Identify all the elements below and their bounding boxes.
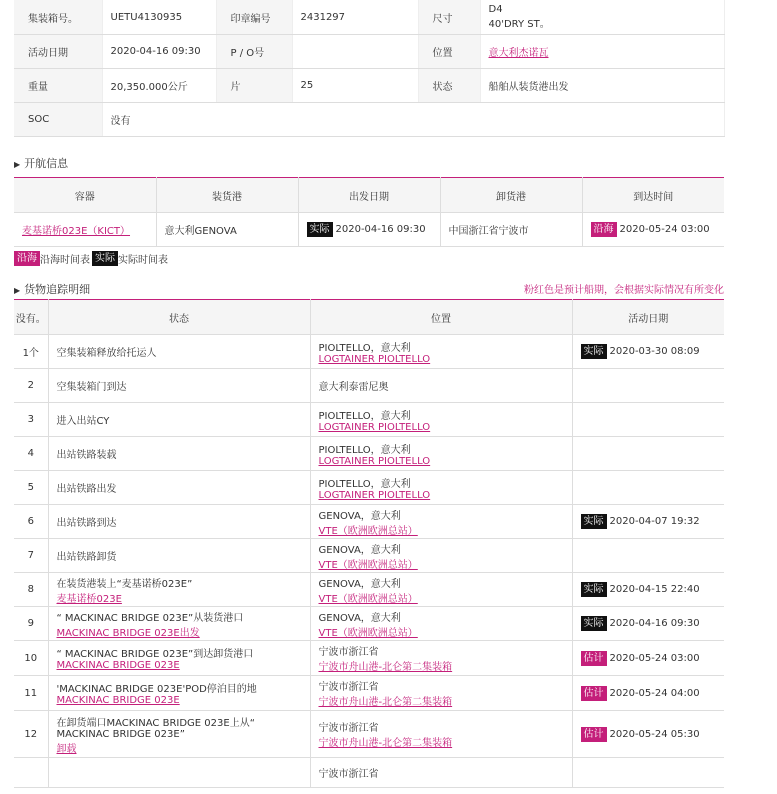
row-number <box>14 758 48 788</box>
table-row <box>14 641 724 676</box>
row-number: 3 <box>14 403 48 437</box>
event-location: 宁波市浙江省 <box>318 769 379 780</box>
terminal-link[interactable]: LOGTAINER PIOLTELLO <box>318 421 431 433</box>
status-cell <box>48 403 310 437</box>
tracking-table <box>14 299 724 788</box>
summary-label: 集装箱号。 <box>14 0 102 35</box>
status-cell <box>48 505 310 539</box>
date-cell <box>572 641 724 676</box>
summary-value: 20,350.000公斤 <box>102 69 216 103</box>
status-cell <box>48 369 310 403</box>
summary-label: SOC <box>14 103 102 137</box>
departure-cell <box>298 213 440 247</box>
location-cell <box>310 403 572 437</box>
event-status: 空集装箱释放给托运人 <box>56 348 157 359</box>
summary-label: 活动日期 <box>14 35 102 69</box>
summary-value: 没有 <box>102 103 724 137</box>
location-cell <box>310 505 572 539</box>
table-row <box>14 539 724 573</box>
date-cell <box>572 369 724 403</box>
row-number: 11 <box>14 676 48 711</box>
actual-badge: 实际 <box>581 514 607 529</box>
caret-right-icon: ▶ <box>14 286 21 295</box>
sailing-info-title: ▶ 开航信息 <box>14 157 69 170</box>
event-location: 意大利泰雷尼奥 <box>318 382 389 393</box>
terminal-link[interactable]: VTE（欧洲欧洲总站） <box>318 559 418 571</box>
event-location: 宁波市浙江省 <box>318 647 379 658</box>
terminal-link[interactable]: LOGTAINER PIOLTELLO <box>318 353 431 365</box>
status-cell <box>48 471 310 505</box>
estimated-badge: 估计 <box>581 651 607 666</box>
pol-cell: 意大利GENOVA <box>156 213 298 247</box>
terminal-link[interactable]: VTE（欧洲欧洲总站） <box>318 525 418 537</box>
terminal-link[interactable]: VTE（欧洲欧洲总站） <box>318 593 418 605</box>
location-cell <box>310 369 572 403</box>
date-cell <box>572 573 724 607</box>
column-header: 活动日期 <box>572 300 724 335</box>
row-number: 1个 <box>14 335 48 369</box>
column-header: 状态 <box>48 300 310 335</box>
terminal-link[interactable]: LOGTAINER PIOLTELLO <box>318 489 431 501</box>
date-cell <box>572 505 724 539</box>
location-cell <box>310 607 572 641</box>
event-date: 2020-03-30 08:09 <box>609 346 700 357</box>
summary-value[interactable] <box>480 35 724 69</box>
summary-value: 25 <box>292 69 418 103</box>
vessel-link[interactable]: MACKINAC BRIDGE 023E出发 <box>56 627 200 639</box>
summary-label: 状态 <box>418 69 480 103</box>
vessel-link[interactable]: 卸载 <box>56 743 77 755</box>
location-cell <box>310 539 572 573</box>
status-cell <box>48 335 310 369</box>
summary-value: 2020-04-16 09:30 <box>102 35 216 69</box>
summary-label: 印章编号 <box>216 0 292 35</box>
table-row <box>14 758 724 788</box>
date-cell <box>572 758 724 788</box>
coastal-legend-badge: 沿海 <box>14 251 40 266</box>
summary-label: 尺寸 <box>418 0 480 35</box>
event-location: 宁波市浙江省 <box>318 682 379 693</box>
actual-badge: 实际 <box>581 582 607 597</box>
date-cell <box>572 335 724 369</box>
event-status: “ MACKINAC BRIDGE 023E”从装货港口 <box>56 612 244 624</box>
row-number: 7 <box>14 539 48 573</box>
table-row <box>14 335 724 369</box>
container-summary-table <box>14 0 725 137</box>
event-date: 2020-05-24 05:30 <box>609 728 700 740</box>
actual-legend-badge: 实际 <box>92 251 118 266</box>
date-cell <box>572 676 724 711</box>
date-cell <box>572 471 724 505</box>
summary-label: 片 <box>216 69 292 103</box>
row-number: 4 <box>14 437 48 471</box>
location-cell <box>310 641 572 676</box>
row-number: 12 <box>14 711 48 758</box>
column-header: 装货港 <box>156 178 298 213</box>
event-status: 在卸货端口MACKINAC BRIDGE 023E上从“ MACKINAC BRIDGE 023E” <box>56 717 255 740</box>
status-cell <box>48 711 310 758</box>
estimated-badge: 估计 <box>581 686 607 701</box>
row-number: 8 <box>14 573 48 607</box>
column-header: 卸货港 <box>440 178 582 213</box>
event-location: 宁波市浙江省 <box>318 723 379 734</box>
event-status: “ MACKINAC BRIDGE 023E”到达卸货港口 <box>56 649 254 660</box>
column-header: 没有。 <box>14 300 48 335</box>
table-row <box>14 471 724 505</box>
date-cell <box>572 437 724 471</box>
summary-value <box>480 0 724 35</box>
departure-date: 2020-04-16 09:30 <box>335 224 426 235</box>
actual-badge: 实际 <box>581 344 607 359</box>
schedule-legend <box>14 247 724 269</box>
event-status: 在装货港装上“麦基诺桥023E” <box>56 578 193 590</box>
caret-right-icon: ▶ <box>14 160 21 169</box>
summary-value: 2431297 <box>292 0 418 35</box>
table-row <box>14 369 724 403</box>
event-status: 'MACKINAC BRIDGE 023E'POD停泊目的地 <box>56 684 257 695</box>
event-status: 进入出站CY <box>56 416 110 427</box>
column-header: 容器 <box>14 178 156 213</box>
column-header: 出发日期 <box>298 178 440 213</box>
location-cell <box>310 676 572 711</box>
event-location: PIOLTELLO，意大利 <box>318 478 411 490</box>
coastal-badge: 沿海 <box>591 222 617 237</box>
sailing-info-table <box>14 177 724 247</box>
vessel-cell[interactable] <box>14 213 156 247</box>
event-date: 2020-05-24 03:00 <box>609 652 700 664</box>
estimated-badge: 估计 <box>581 727 607 742</box>
event-status: 空集装箱门到达 <box>56 382 127 393</box>
size-code: D4 <box>488 4 503 15</box>
status-cell <box>48 607 310 641</box>
terminal-link[interactable]: 宁波市舟山港-北仑第二集装箱 <box>318 697 453 708</box>
row-number: 10 <box>14 641 48 676</box>
terminal-link[interactable]: 宁波市舟山港-北仑第二集装箱 <box>318 738 453 749</box>
event-location: GENOVA，意大利 <box>318 578 401 590</box>
location-cell <box>310 335 572 369</box>
summary-label: 重量 <box>14 69 102 103</box>
coastal-legend-text: 沿海时间表 <box>40 254 90 266</box>
actual-badge: 实际 <box>307 222 333 237</box>
location-link[interactable]: 意大利杰诺瓦 <box>488 48 549 59</box>
arrival-cell <box>582 213 724 247</box>
event-location: GENOVA，意大利 <box>318 544 401 556</box>
terminal-link[interactable]: LOGTAINER PIOLTELLO <box>318 455 431 467</box>
arrival-date: 2020-05-24 03:00 <box>619 224 710 235</box>
row-number: 9 <box>14 607 48 641</box>
status-cell <box>48 758 310 788</box>
date-cell <box>572 539 724 573</box>
status-cell <box>48 437 310 471</box>
event-location: PIOLTELLO，意大利 <box>318 444 411 456</box>
event-date: 2020-04-07 19:32 <box>609 516 700 527</box>
event-status: 出站铁路到达 <box>56 518 117 529</box>
location-cell <box>310 437 572 471</box>
terminal-link[interactable]: VTE（欧洲欧洲总站） <box>318 627 418 639</box>
table-row <box>14 403 724 437</box>
event-date: 2020-05-24 04:00 <box>609 687 700 699</box>
tracking-title: ▶ 货物追踪明细 <box>14 283 91 296</box>
terminal-link[interactable]: 宁波市舟山港-北仑第二集装箱 <box>318 662 453 673</box>
row-number: 6 <box>14 505 48 539</box>
actual-badge: 实际 <box>581 616 607 631</box>
event-location: GENOVA，意大利 <box>318 612 401 624</box>
event-status: 出站铁路装载 <box>56 450 117 461</box>
event-location: GENOVA，意大利 <box>318 510 401 522</box>
date-cell <box>572 711 724 758</box>
size-type: 40'DRY ST。 <box>488 19 550 30</box>
table-row <box>14 676 724 711</box>
status-cell <box>48 676 310 711</box>
date-cell <box>572 607 724 641</box>
location-cell <box>310 711 572 758</box>
summary-label: 位置 <box>418 35 480 69</box>
row-number: 5 <box>14 471 48 505</box>
event-status: 出站铁路出发 <box>56 484 117 495</box>
location-cell <box>310 471 572 505</box>
date-cell <box>572 403 724 437</box>
table-row <box>14 573 724 607</box>
row-number: 2 <box>14 369 48 403</box>
pod-cell: 中国浙江省宁波市 <box>440 213 582 247</box>
status-cell <box>48 573 310 607</box>
location-cell <box>310 573 572 607</box>
vessel-link[interactable]: 麦基诺桥023E <box>56 593 122 605</box>
vessel-link[interactable]: MACKINAC BRIDGE 023E <box>56 695 180 706</box>
event-status: 出站铁路卸货 <box>56 552 117 563</box>
page-content <box>14 0 724 788</box>
table-row <box>14 505 724 539</box>
summary-label: P / O号 <box>216 35 292 69</box>
event-date: 2020-04-16 09:30 <box>609 618 700 629</box>
estimate-note: 粉红色是预计船期，会根据实际情况有所变化 <box>524 285 724 296</box>
summary-value <box>292 35 418 69</box>
actual-legend-text: 实际时间表 <box>118 254 168 266</box>
status-cell <box>48 539 310 573</box>
table-row <box>14 607 724 641</box>
summary-value: UETU4130935 <box>102 0 216 35</box>
status-cell <box>48 641 310 676</box>
column-header: 位置 <box>310 300 572 335</box>
summary-value: 船舶从装货港出发 <box>480 69 724 103</box>
location-cell <box>310 758 572 788</box>
event-location: PIOLTELLO，意大利 <box>318 342 411 354</box>
event-location: PIOLTELLO，意大利 <box>318 410 411 422</box>
vessel-link[interactable]: MACKINAC BRIDGE 023E <box>56 660 180 671</box>
event-date: 2020-04-15 22:40 <box>609 584 700 595</box>
table-row <box>14 437 724 471</box>
table-row <box>14 711 724 758</box>
column-header: 到达时间 <box>582 178 724 213</box>
vessel-link[interactable]: 麦基诺桥023E（KICT） <box>22 226 131 237</box>
